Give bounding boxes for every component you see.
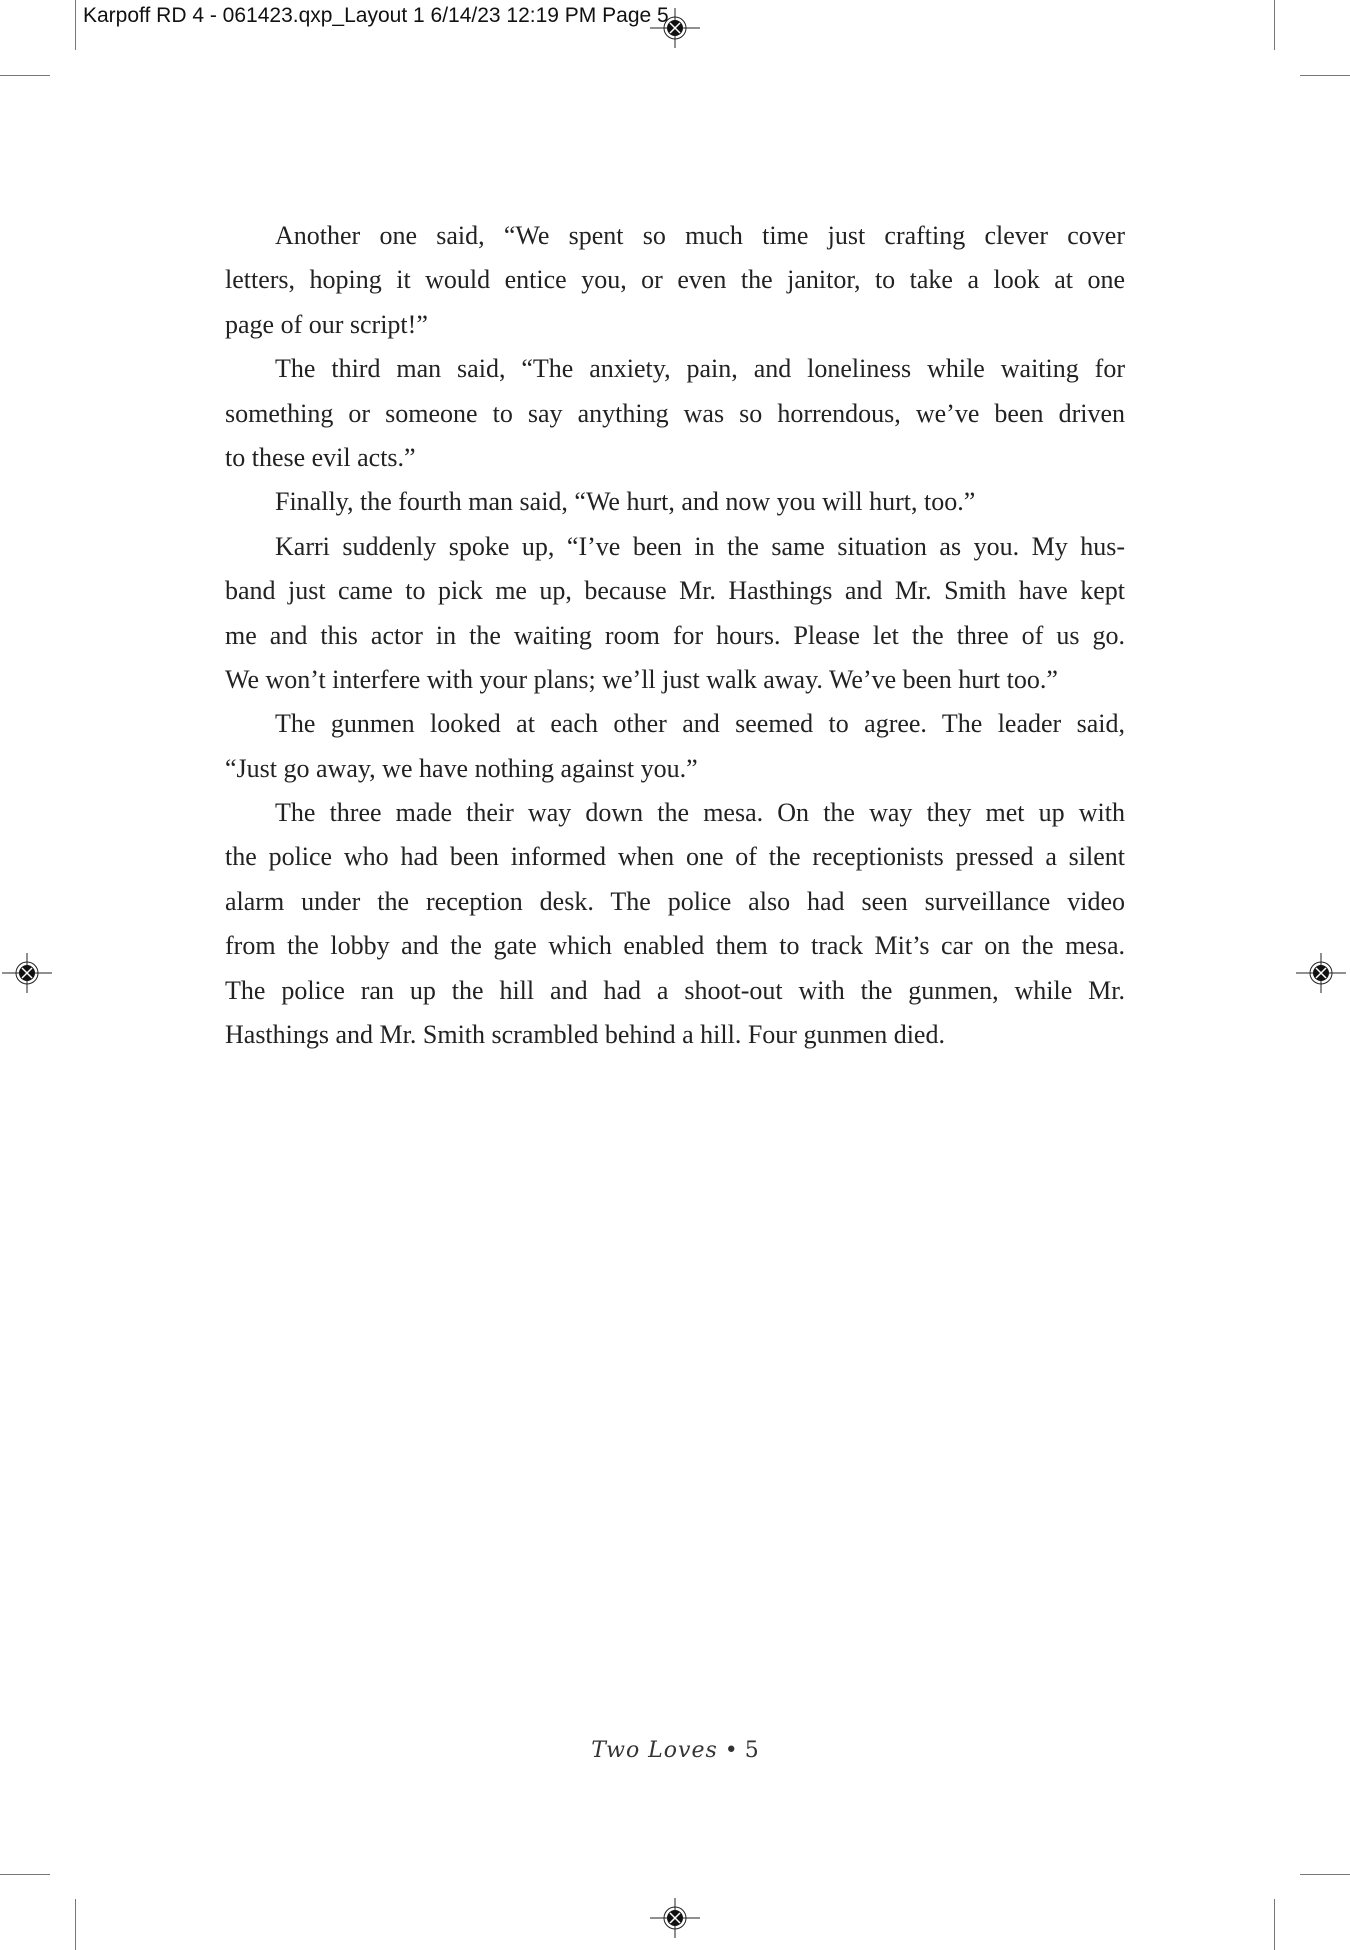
text-line: letters, hoping it would entice you, or even the janitor, to take a look at one <box>225 265 1125 295</box>
text-line: the police who had been informed when one of the receptionists pressed a silent <box>225 842 1125 872</box>
paragraph <box>225 480 1125 524</box>
crop-mark <box>0 75 50 76</box>
body-text <box>225 214 1125 1057</box>
registration-mark-icon <box>1296 948 1346 998</box>
registration-mark-icon <box>650 1893 700 1943</box>
text-line: from the lobby and the gate which enabled them to track Mit’s car on the mesa. <box>225 931 1125 961</box>
text-line: alarm under the reception desk. The police also had seen surveillance video <box>225 886 1125 916</box>
printer-slug-line: Karpoff RD 4 - 061423.qxp_Layout 1 6/14/23 12:19 PM Page 5 <box>83 4 669 27</box>
text-line: “Just go away, we have nothing against you.” <box>225 753 698 783</box>
text-line: page of our script!” <box>225 309 428 339</box>
text-line: The police ran up the hill and had a shoot-out with the gunmen, while Mr. <box>225 975 1125 1005</box>
crop-mark <box>1300 1874 1350 1875</box>
text-line: something or someone to say anything was so horrendous, we’ve been driven <box>225 398 1125 428</box>
paragraph <box>225 525 1125 703</box>
registration-mark-icon <box>2 948 52 998</box>
crop-mark <box>0 1874 50 1875</box>
crop-mark <box>75 0 76 50</box>
text-line: Another one said, “We spent so much time just crafting clever cover <box>275 221 1125 250</box>
book-title: Two Loves <box>591 1738 718 1763</box>
text-line: Finally, the fourth man said, “We hurt, and now you will hurt, too.” <box>275 487 976 517</box>
crop-mark <box>75 1899 76 1950</box>
crop-mark <box>1300 75 1350 76</box>
page-footer <box>0 1738 1350 1763</box>
text-line: We won’t interfere with your plans; we’ll just walk away. We’ve been hurt too.” <box>225 664 1058 694</box>
text-line: The third man said, “The anxiety, pain, and loneliness while waiting for <box>275 354 1125 384</box>
paragraph <box>225 347 1125 480</box>
paragraph <box>225 214 1125 347</box>
crop-mark <box>1274 1899 1275 1950</box>
crop-mark <box>1274 0 1275 50</box>
text-line: Karri suddenly spoke up, “I’ve been in the same situation as you. My hus- <box>275 531 1125 561</box>
paragraph <box>225 702 1125 791</box>
footer-separator: • <box>724 1738 738 1763</box>
paragraph <box>225 791 1125 1057</box>
text-line: me and this actor in the waiting room for hours. Please let the three of us go. <box>225 620 1125 650</box>
text-line: to these evil acts.” <box>225 442 416 472</box>
text-line: Hasthings and Mr. Smith scrambled behind a hill. Four gunmen died. <box>225 1020 945 1050</box>
page-number: 5 <box>744 1738 759 1763</box>
text-line: band just came to pick me up, because Mr. Hasthings and Mr. Smith have kept <box>225 576 1125 606</box>
text-line: The gunmen looked at each other and seemed to agree. The leader said, <box>275 709 1125 739</box>
text-line: The three made their way down the mesa. On the way they met up with <box>275 798 1125 828</box>
registration-mark-icon <box>650 3 700 53</box>
